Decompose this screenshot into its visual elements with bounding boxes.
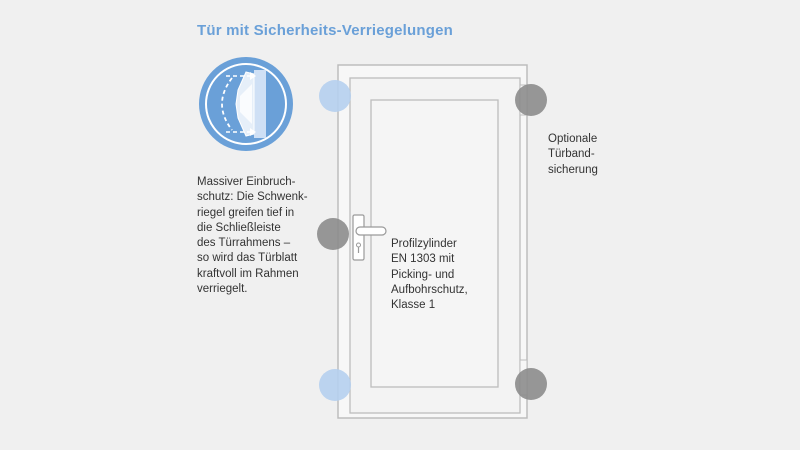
text-line: die Schließleiste	[197, 221, 281, 234]
text-line: riegel greifen tief in	[197, 206, 295, 219]
diagram-title: Tür mit Sicherheits-Verriegelungen	[197, 22, 454, 39]
swing-bolt-detail-icon	[199, 57, 293, 151]
lock-marker-top	[319, 80, 351, 112]
text-line: so wird das Türblatt	[197, 252, 298, 265]
lock-marker-bottom	[319, 369, 351, 401]
text-line: Massiver Einbruch-	[197, 176, 296, 188]
hinge-marker-top	[515, 84, 547, 116]
cylinder-description	[391, 237, 468, 313]
text-line: des Türrahmens –	[197, 237, 291, 250]
text-line: Aufbohrschutz,	[391, 283, 468, 296]
text-line: Klasse 1	[391, 299, 436, 312]
hinge-description	[548, 132, 598, 178]
text-line: sicherung	[548, 163, 598, 176]
text-line: Picking- und	[391, 268, 455, 281]
cylinder-marker	[317, 218, 349, 250]
text-line: verriegelt.	[197, 283, 248, 296]
text-line: Optionale	[548, 133, 598, 145]
text-line: EN 1303 mit	[391, 253, 455, 266]
swing-bolt-description	[197, 175, 308, 297]
text-line: kraftvoll im Rahmen	[197, 267, 299, 280]
text-line: schutz: Die Schwenk-	[197, 191, 308, 204]
text-line: Türband-	[548, 148, 595, 161]
hinge-marker-bottom	[515, 368, 547, 400]
text-line: Profilzylinder	[391, 238, 457, 250]
